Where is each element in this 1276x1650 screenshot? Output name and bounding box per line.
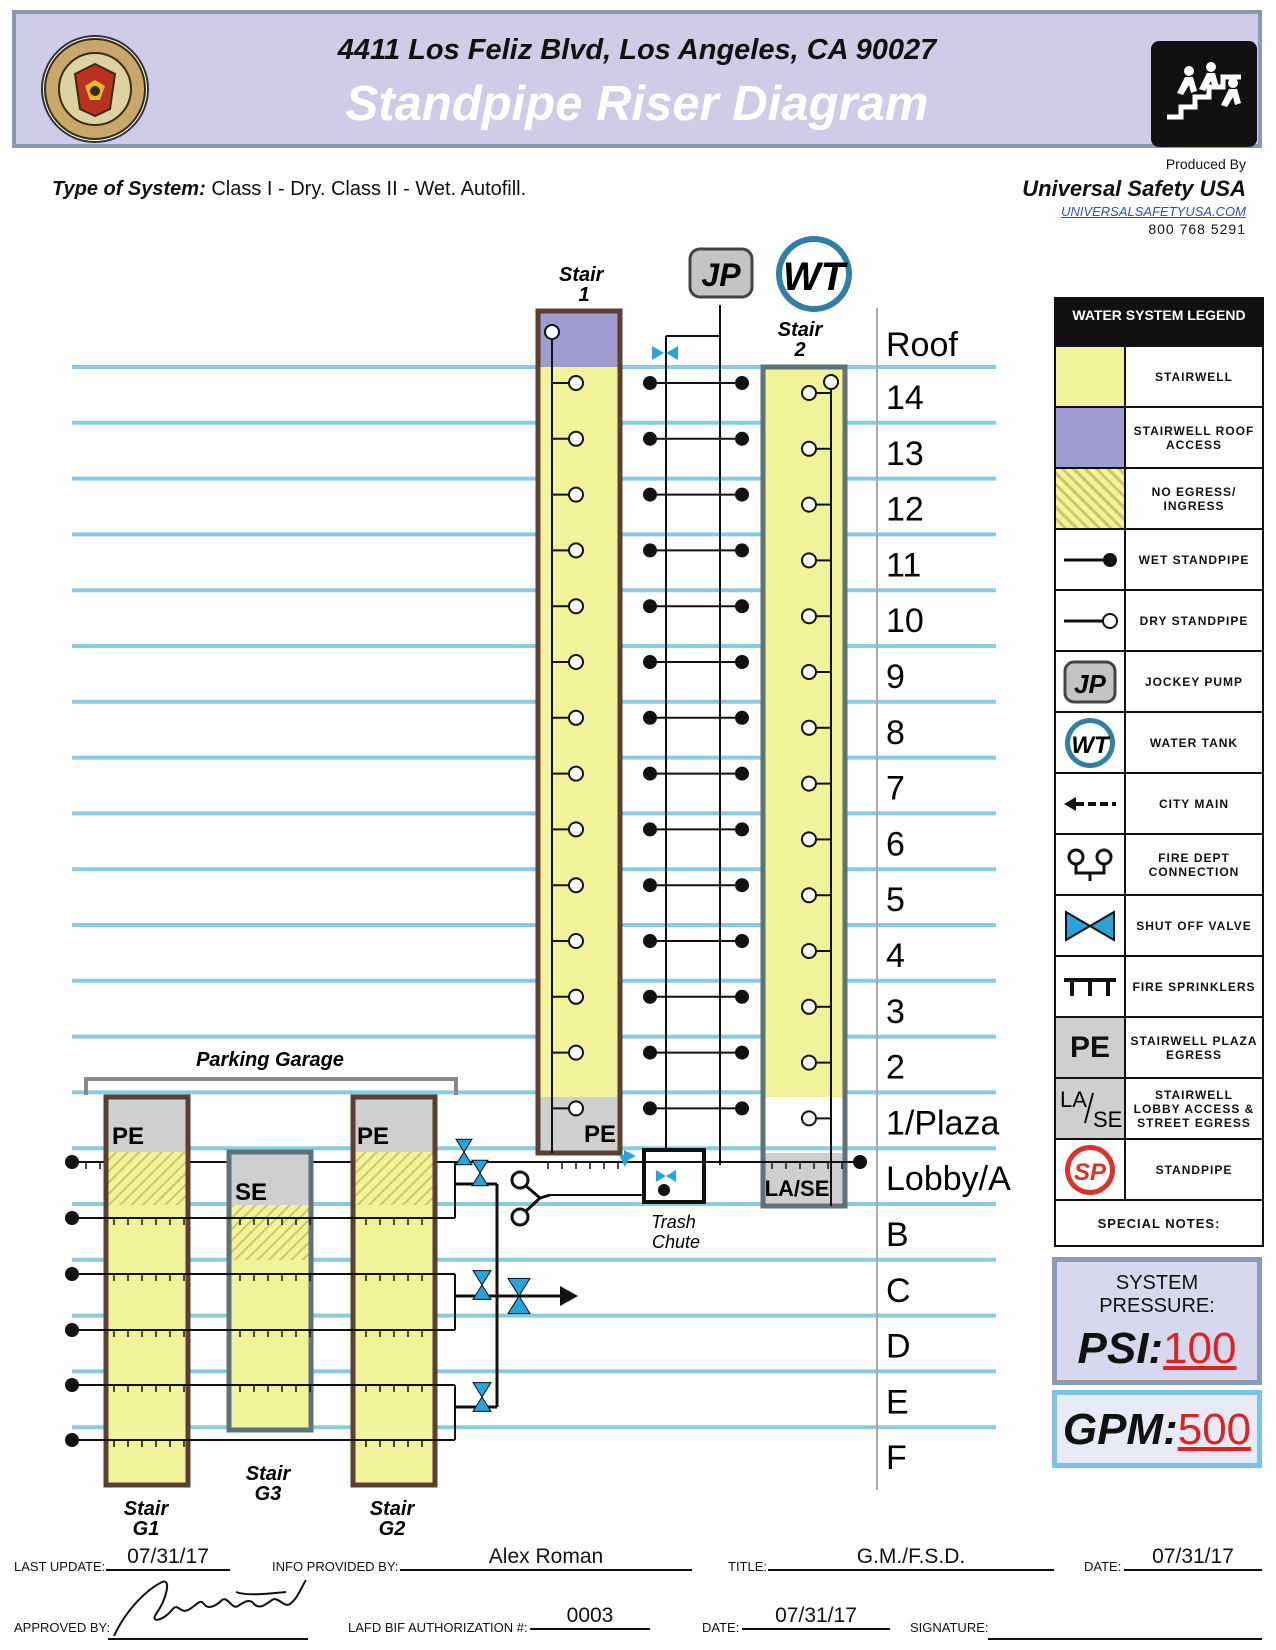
trash-chute-text: Trash — [651, 1212, 696, 1232]
plaza-egress-icon: PE — [1069, 1030, 1111, 1064]
wet-outlet — [643, 599, 657, 613]
legend-label: STANDPIPE — [1155, 1162, 1233, 1177]
legend-label: SHUT OFF VALVE — [1136, 918, 1252, 933]
floor-label: 12 — [886, 490, 924, 529]
legend-label: JOCKEY PUMP — [1144, 674, 1244, 689]
wet-outlet — [643, 990, 657, 1004]
wet-outlet — [735, 822, 749, 836]
wet-outlet — [735, 878, 749, 892]
dry-outlet — [569, 488, 583, 502]
jockey-pump-icon — [1060, 657, 1120, 707]
wet-outlet — [643, 878, 657, 892]
wet-standpipe-branches — [643, 376, 749, 1115]
wet-outlet — [735, 599, 749, 613]
stair-g3 — [229, 1152, 311, 1430]
dry-outlet — [802, 665, 816, 679]
floor-label: 6 — [886, 825, 905, 864]
wet-outlet — [735, 1046, 749, 1060]
legend-jp-text: JP — [1074, 668, 1106, 699]
stair-2-label-line: 2 — [794, 339, 806, 361]
water-tank-text: WT — [782, 255, 846, 299]
dry-outlet — [802, 386, 816, 400]
dry-outlet — [802, 609, 816, 623]
date-value: 07/31/17 — [1124, 1545, 1262, 1571]
floor-label: 2 — [886, 1048, 905, 1087]
stair-1-label-number: 1 — [578, 284, 590, 306]
dry-outlet — [802, 1056, 816, 1070]
wet-outlet — [735, 1101, 749, 1115]
floor-label: 4 — [886, 937, 905, 975]
floor-lines — [72, 367, 996, 1427]
stair-g1-label-line: G1 — [132, 1518, 160, 1540]
dry-outlet — [569, 822, 583, 836]
wet-outlet — [643, 1101, 657, 1115]
address: 4411 Los Feliz Blvd, Los Angeles, CA 90027 — [337, 34, 937, 66]
wet-outlet — [735, 376, 749, 390]
stair-1-label — [559, 264, 609, 306]
dry-outlet — [802, 442, 816, 456]
wet-outlet — [643, 488, 657, 502]
dry-outlet — [569, 376, 583, 390]
shutoff-valve-icon — [473, 1383, 491, 1412]
stair-1-label-text: Stair — [558, 264, 604, 286]
stair-1-pe-badge: PE — [583, 1121, 617, 1148]
stair-g1 — [106, 1097, 188, 1485]
wet-outlet — [735, 655, 749, 669]
stair-2-label — [778, 319, 824, 361]
stair-g2-label-line: G2 — [378, 1518, 406, 1540]
floor-label: D — [886, 1327, 911, 1366]
date2-label: DATE: — [702, 1620, 740, 1635]
legend-wt-text: WT — [1071, 731, 1109, 759]
floor-label: B — [886, 1216, 909, 1254]
legend-title: WATER SYSTEM LEGEND — [1054, 297, 1264, 347]
date2-value: 07/31/17 — [742, 1604, 890, 1630]
city-main-arrow-icon — [560, 1286, 578, 1306]
system-pressure-box — [1052, 1257, 1262, 1385]
legend-label: STAIRWELL LOBBY ACCESS & STREET EGRESS — [1133, 1087, 1255, 1130]
dry-outlet — [802, 832, 816, 846]
dry-outlet — [569, 990, 583, 1004]
water-tank-icon — [1060, 715, 1120, 771]
gpm-box — [1052, 1390, 1262, 1468]
garage-outlet — [65, 1323, 79, 1337]
legend-label: STAIRWELL PLAZA EGRESS — [1130, 1033, 1258, 1062]
dry-outlet — [569, 1046, 583, 1060]
stair-exit-icon — [1149, 39, 1259, 149]
wet-outlet — [643, 432, 657, 446]
last-update-value: 07/31/17 — [106, 1545, 230, 1571]
psi-value: 100 — [1163, 1324, 1237, 1373]
jockey-pump-icon — [690, 249, 752, 297]
dry-outlet — [802, 1111, 816, 1125]
standpipe-icon — [1060, 1142, 1120, 1198]
producer-company: Universal Safety USA — [1022, 176, 1246, 201]
stair-2-top-outlet — [824, 375, 838, 389]
dry-outlet — [569, 711, 583, 725]
dry-outlet — [569, 599, 583, 613]
wet-outlet — [735, 711, 749, 725]
system-type-label: Type of System: — [52, 178, 206, 200]
approved-by-label: APPROVED BY: — [14, 1620, 111, 1635]
wet-outlet — [735, 934, 749, 948]
stair-g1-label-line: Stair — [123, 1498, 169, 1520]
floor-label: 3 — [886, 992, 905, 1031]
dry-outlet — [802, 777, 816, 791]
floor-label: 13 — [886, 434, 924, 473]
system-type-value: Class I - Dry. Class II - Wet. Autofill. — [211, 178, 527, 200]
stair-g3-se-badge: SE — [234, 1179, 268, 1206]
floor-label: 7 — [886, 769, 905, 808]
shutoff-valve-icon — [473, 1271, 491, 1300]
producer-block — [1022, 156, 1246, 237]
title-label: TITLE: — [728, 1559, 768, 1574]
dry-outlet — [569, 1101, 583, 1115]
date-label: DATE: — [1084, 1559, 1122, 1574]
legend-se-text: SE — [1093, 1106, 1123, 1132]
wet-outlet — [643, 767, 657, 781]
roof-access-swatch — [1056, 408, 1126, 467]
dry-outlet — [569, 432, 583, 446]
info-provided-label: INFO PROVIDED BY: — [272, 1559, 399, 1574]
stair-g2-pe-badge: PE — [356, 1123, 390, 1150]
garage-outlet — [65, 1211, 79, 1225]
shutoff-valve-icon — [1060, 906, 1120, 946]
jockey-pump-text: JP — [701, 257, 741, 293]
last-update-label: LAST UPDATE: — [14, 1559, 106, 1574]
floor-label: 11 — [886, 546, 922, 585]
city-main-icon — [1060, 794, 1120, 814]
trash-chute-label — [651, 1212, 701, 1252]
floor-label: 1/Plaza — [886, 1104, 1000, 1143]
legend-label: FIRE DEPT CONNECTION — [1148, 850, 1240, 879]
wet-outlet — [643, 934, 657, 948]
authorization-value: 0003 — [530, 1604, 650, 1630]
dry-outlet — [802, 944, 816, 958]
legend-sp-text: SP — [1073, 1158, 1107, 1186]
stair-g3-label — [246, 1463, 292, 1505]
wet-outlet — [643, 543, 657, 557]
fire-sprinklers-icon — [1060, 972, 1120, 1002]
dry-outlet — [802, 721, 816, 735]
floor-label: C — [886, 1271, 911, 1310]
wet-outlet — [643, 655, 657, 669]
fire-dept-connection-icon — [512, 1172, 550, 1225]
garage-outlet — [65, 1267, 79, 1281]
floor-labels — [886, 326, 1011, 1477]
stair-g2 — [353, 1097, 435, 1485]
gpm-value: 500 — [1177, 1405, 1252, 1454]
floor-label: 8 — [886, 713, 905, 752]
floor-label: E — [886, 1383, 909, 1422]
special-notes-label: SPECIAL NOTES: — [1097, 1215, 1221, 1231]
water-tank-icon — [776, 236, 852, 312]
wet-outlet — [735, 543, 749, 557]
fire-dept-connection-icon — [1060, 845, 1120, 885]
dry-standpipe-icon — [1060, 611, 1120, 631]
shutoff-valve-icon — [472, 1160, 488, 1186]
trash-chute-text-line: Chute — [651, 1232, 701, 1252]
stair-g2-label-line: Stair — [369, 1498, 415, 1520]
floor-label: 5 — [886, 881, 905, 920]
dry-outlet — [569, 878, 583, 892]
stair-2-label-line: Stair — [777, 319, 823, 341]
stair-g3-label-line: Stair — [245, 1463, 291, 1485]
no-egress-swatch — [1056, 469, 1126, 528]
dry-outlet — [802, 553, 816, 567]
legend-label: FIRE SPRINKLERS — [1132, 979, 1256, 994]
lobby-access-icon — [1057, 1081, 1123, 1137]
system-pressure-label: SYSTEM PRESSURE: — [1099, 1272, 1215, 1317]
floor-label: F — [886, 1439, 907, 1478]
produced-by-label: Produced By — [1165, 156, 1246, 172]
psi-label: PSI: — [1077, 1324, 1164, 1373]
info-provided-value: Alex Roman — [400, 1545, 692, 1571]
diagram-title: Standpipe Riser Diagram — [345, 77, 929, 131]
floor-label: 9 — [886, 658, 905, 696]
dry-outlet — [569, 543, 583, 557]
wet-standpipe-icon — [1060, 550, 1120, 570]
parking-garage-bracket — [86, 1049, 456, 1095]
shutoff-valve-icon — [456, 1139, 472, 1165]
wet-outlet — [735, 432, 749, 446]
signature-line — [988, 1612, 1262, 1640]
stair-1-roof-outlet — [545, 325, 559, 339]
approval-signature — [106, 1570, 316, 1642]
stair-2 — [763, 367, 845, 1206]
stair-g1-label — [124, 1498, 170, 1540]
stair-g2-label — [370, 1498, 416, 1540]
wet-outlet — [643, 711, 657, 725]
legend-la-text: LA — [1060, 1086, 1087, 1112]
producer-phone: 800 768 5291 — [1148, 221, 1246, 237]
floor-label: Lobby/A — [886, 1160, 1011, 1199]
wet-outlet — [735, 990, 749, 1004]
signature-label: SIGNATURE: — [910, 1620, 989, 1635]
legend-label: DRY STANDPIPE — [1139, 613, 1249, 628]
wet-outlet — [643, 376, 657, 390]
wet-outlet — [735, 488, 749, 502]
stair-g1-pe-badge: PE — [111, 1123, 145, 1150]
dry-outlet — [569, 655, 583, 669]
floor-label: 14 — [886, 379, 924, 417]
wet-outlet — [643, 822, 657, 836]
gpm-label: GPM: — [1062, 1405, 1178, 1454]
dry-outlet — [802, 498, 816, 512]
garage-outlet — [65, 1433, 79, 1447]
stair-2-lase-badge: LA/SE — [764, 1176, 830, 1201]
authorization-label: LAFD BIF AUTHORIZATION #: — [348, 1620, 528, 1635]
dry-outlet — [802, 888, 816, 902]
dry-outlet — [569, 934, 583, 948]
stairwell-swatch — [1056, 347, 1126, 406]
wet-outlet — [735, 767, 749, 781]
parking-garage-label: Parking Garage — [196, 1049, 344, 1071]
legend-label: NO EGRESS/ INGRESS — [1151, 484, 1237, 513]
producer-url-link[interactable]: UNIVERSALSAFETYUSA.COM — [1061, 204, 1246, 219]
legend-label: STAIRWELL — [1155, 369, 1233, 384]
legend-label: WET STANDPIPE — [1138, 552, 1250, 567]
stair-g3-label-line: G3 — [254, 1483, 282, 1505]
legend-label: WATER TANK — [1149, 735, 1239, 750]
trash-chute — [644, 1150, 704, 1252]
legend-label: STAIRWELL ROOF ACCESS — [1133, 423, 1255, 452]
dry-outlet — [802, 1000, 816, 1014]
floor-label: 10 — [886, 602, 924, 641]
water-system-legend — [1054, 297, 1264, 1247]
stair-1 — [538, 311, 620, 1153]
title-value: G.M./F.S.D. — [768, 1545, 1054, 1571]
wet-outlet — [643, 1046, 657, 1060]
floor-label: Roof — [886, 326, 958, 364]
stair-1-body — [538, 367, 620, 1097]
legend-label: CITY MAIN — [1158, 796, 1230, 811]
garage-stairs — [65, 1097, 455, 1485]
garage-outlet — [65, 1378, 79, 1392]
dry-outlet — [569, 767, 583, 781]
